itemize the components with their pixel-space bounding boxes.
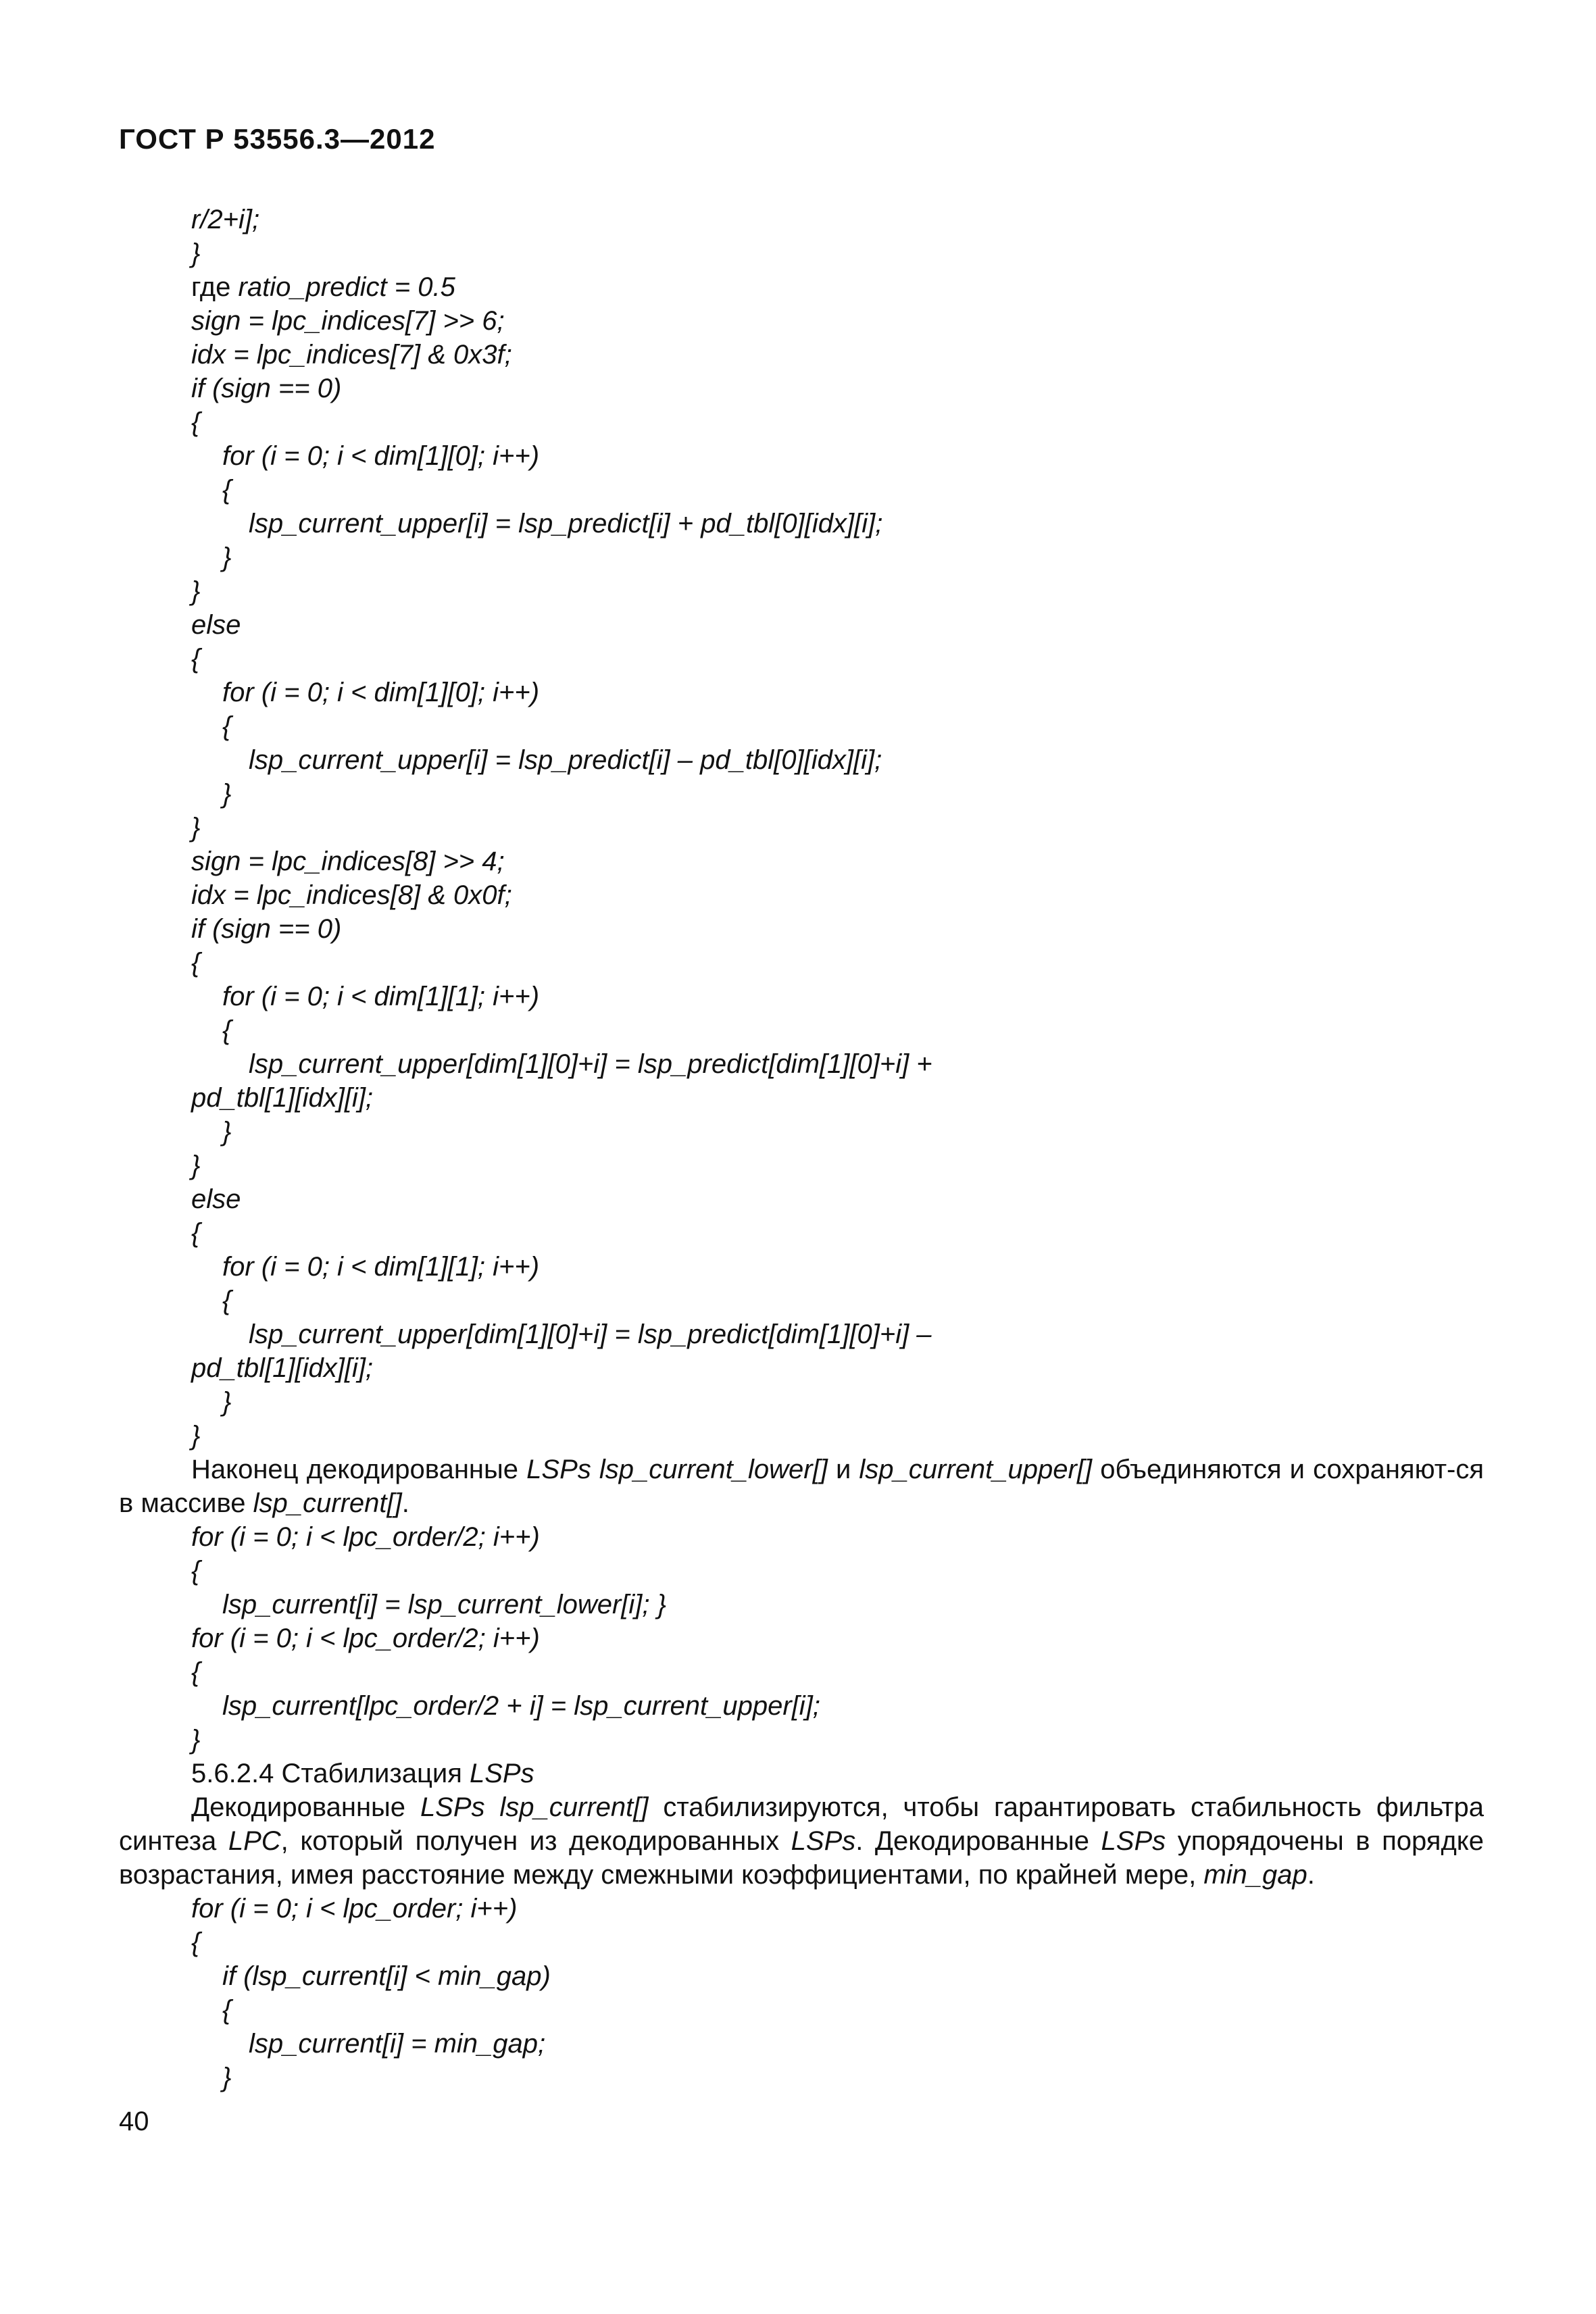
code-line: }	[191, 1151, 201, 1180]
code-line: lsp_current[i] = lsp_current_lower[i]; }	[222, 1590, 666, 1619]
code-term: LPC	[228, 1826, 281, 1856]
code-line: else	[191, 1184, 241, 1214]
code-line: }	[222, 1387, 232, 1417]
code-line: else	[191, 610, 241, 640]
code-term: lsp_current_upper[]	[859, 1455, 1093, 1484]
text-run: . Декодированные	[855, 1826, 1101, 1856]
code-line: lsp_current[lpc_order/2 + i] = lsp_current_upper[i];	[222, 1691, 820, 1721]
code-term: LSPs	[791, 1826, 856, 1856]
code-line: r/2+i];	[191, 205, 260, 234]
code-block-2	[119, 1520, 1484, 1757]
code-line: }	[191, 813, 201, 842]
code-line: {	[191, 948, 201, 978]
code-line: {	[222, 711, 232, 741]
text-run: , который получен из декодированных	[280, 1826, 791, 1856]
text-run: и	[827, 1455, 859, 1484]
text-run: объединяются и сохраняют-ся в массиве	[119, 1455, 1484, 1518]
code-line: for (i = 0; i < dim[1][1]; i++)	[222, 982, 540, 1011]
page-number: 40	[119, 2107, 149, 2136]
text-run: .	[401, 1488, 409, 1518]
code-line: for (i = 0; i < dim[1][0]; i++)	[222, 678, 540, 707]
code-block-1	[119, 203, 1484, 1453]
document-header: ГОСТ Р 53556.3—2012	[119, 123, 436, 155]
code-line: for (i = 0; i < dim[1][0]; i++)	[222, 441, 540, 471]
code-line: }	[222, 779, 232, 809]
code-line: {	[222, 1995, 232, 2025]
code-term: LSPs lsp_current[]	[420, 1792, 649, 1822]
code-line: }	[222, 1117, 232, 1147]
text-run: Наконец декодированные	[191, 1455, 527, 1484]
code-line: {	[191, 1218, 201, 1248]
text-run: стабилизируются, чтобы гарантировать стабильность фильтра синтеза	[119, 1792, 1484, 1856]
code-line: lsp_current[i] = min_gap;	[249, 2029, 546, 2059]
paragraph-merge-lsps	[119, 1453, 1484, 1520]
code-line: {	[191, 1657, 201, 1687]
page-content	[119, 203, 1484, 2094]
code-line: {	[191, 644, 201, 674]
section-number: 5.6.2.4 Стабилизация	[191, 1759, 470, 1788]
code-term: lsp_current[]	[253, 1488, 402, 1518]
code-line: lsp_current_upper[dim[1][0]+i] = lsp_predict[dim[1][0]+i] –	[249, 1319, 932, 1349]
code-term: LSPs	[1101, 1826, 1166, 1856]
code-line: }	[222, 2063, 232, 2092]
code-term: min_gap	[1203, 1860, 1307, 1890]
code-line: }	[222, 543, 232, 572]
text-run: Декодированные	[191, 1792, 420, 1822]
code-line: idx = lpc_indices[7] & 0x3f;	[191, 340, 512, 370]
code-line: lsp_current_upper[dim[1][0]+i] = lsp_predict[dim[1][0]+i] +	[249, 1049, 932, 1079]
code-line: lsp_current_upper[i] = lsp_predict[i] – pd_tbl[0][idx][i];	[249, 745, 882, 775]
section-term: LSPs	[470, 1759, 534, 1788]
code-line: {	[191, 1928, 201, 1957]
code-line: }	[191, 576, 201, 606]
code-block-3	[119, 1892, 1484, 2094]
code-line: }	[191, 238, 201, 268]
code-line: }	[191, 1421, 201, 1451]
section-heading	[119, 1757, 1484, 1790]
text-run: .	[1307, 1860, 1315, 1890]
code-line: for (i = 0; i < dim[1][1]; i++)	[222, 1252, 540, 1282]
code-line: lsp_current_upper[i] = lsp_predict[i] + pd_tbl[0][idx][i];	[249, 509, 883, 538]
code-line: if (lsp_current[i] < min_gap)	[222, 1961, 551, 1991]
code-line: {	[222, 475, 232, 505]
code-line: if (sign == 0)	[191, 914, 342, 944]
code-term: LSPs lsp_current_lower[]	[526, 1455, 828, 1484]
code-line: {	[222, 1015, 232, 1045]
code-line: pd_tbl[1][idx][i];	[191, 1083, 374, 1113]
code-line: sign = lpc_indices[8] >> 4;	[191, 847, 505, 876]
code-line: idx = lpc_indices[8] & 0x0f;	[191, 880, 512, 910]
code-line: где ratio_predict = 0.5	[191, 272, 455, 302]
code-line: {	[191, 1556, 201, 1586]
code-line: for (i = 0; i < lpc_order/2; i++)	[191, 1624, 540, 1653]
code-line: if (sign == 0)	[191, 374, 342, 403]
code-line: pd_tbl[1][idx][i];	[191, 1353, 374, 1383]
code-line: for (i = 0; i < lpc_order/2; i++)	[191, 1522, 540, 1552]
code-line: {	[222, 1286, 232, 1315]
text-run: упорядочены в порядке возрастания, имея расстояние между смежными коэффициентами, по крайней мере,	[119, 1826, 1484, 1890]
code-line: }	[191, 1725, 201, 1755]
code-line: sign = lpc_indices[7] >> 6;	[191, 306, 505, 336]
code-line: {	[191, 407, 201, 437]
paragraph-stabilization	[119, 1790, 1484, 1892]
code-line: for (i = 0; i < lpc_order; i++)	[191, 1894, 518, 1923]
